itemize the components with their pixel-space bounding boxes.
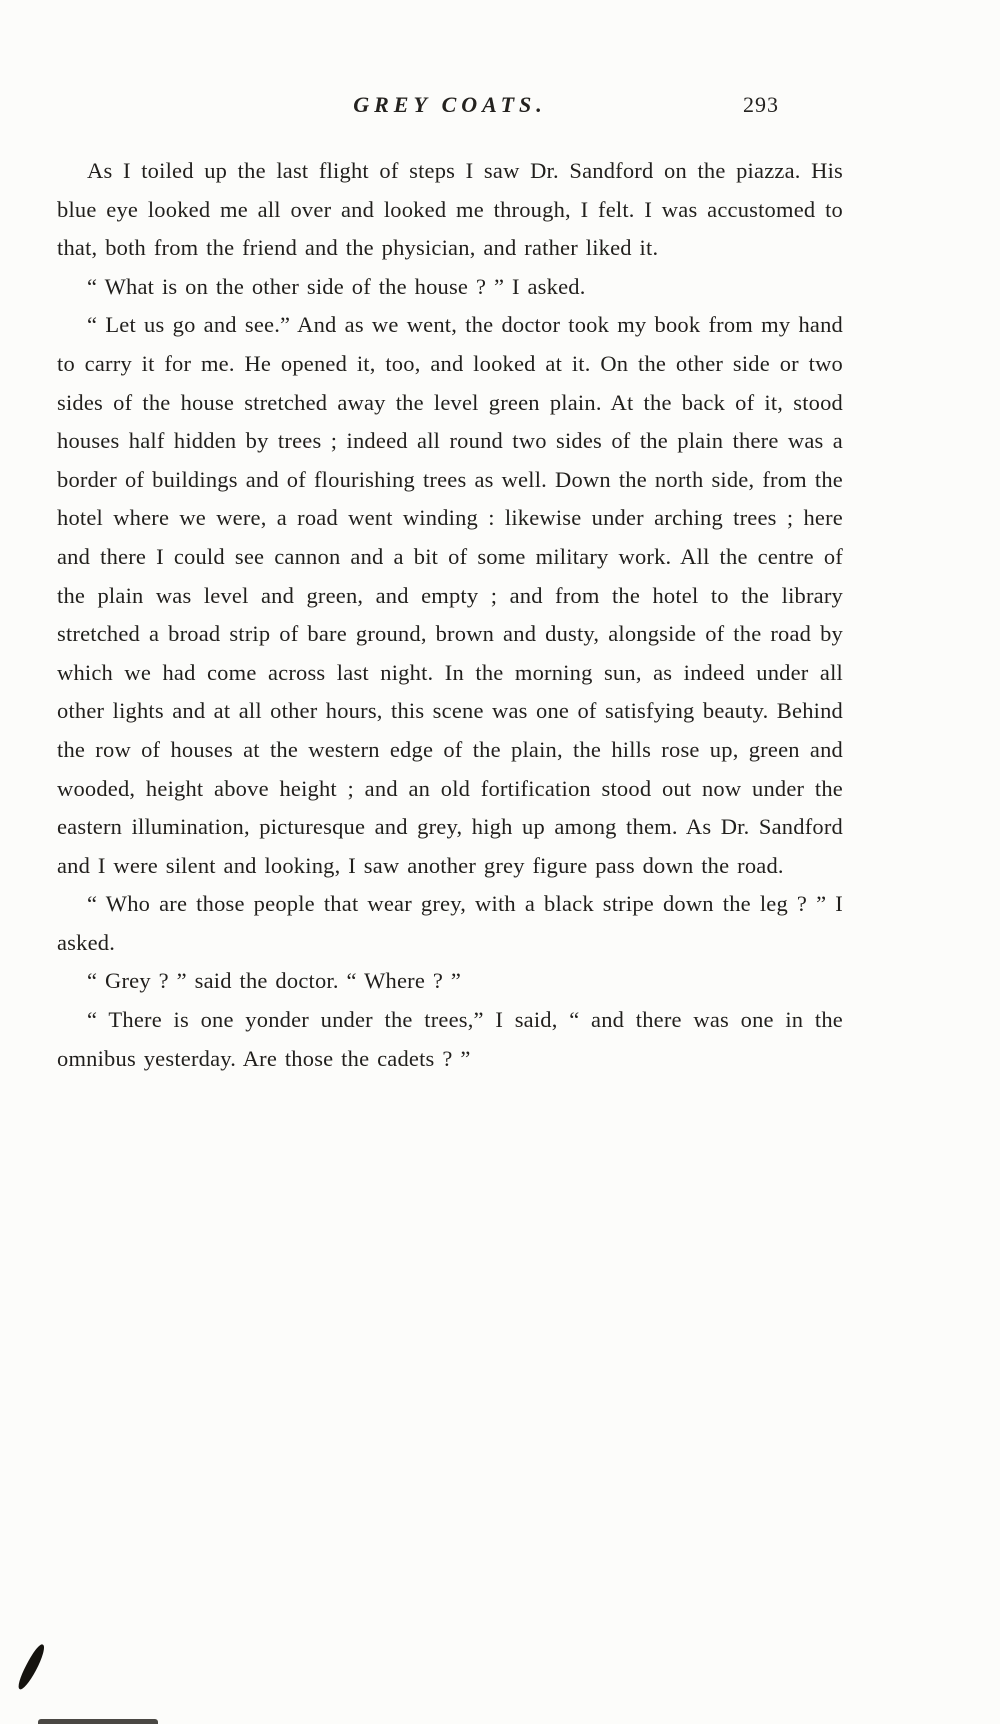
- paragraph: “ There is one yonder under the trees,” I said, “ and there was one in the omnibus yesterday. Are those the cadets ? ”: [57, 1007, 843, 1071]
- paragraph: “ Let us go and see.” And as we went, the doctor took my book from my hand to carry it for me. He opened it, too, and looked at it. On the other side or two sides of the house stretched away the level green plain. At the back of it, stood houses half hidden by trees ; indeed all round two sides of the plain there was a border of buildings and of flourishing trees as well. Down the north side, from the hotel where we were, a road went winding : likewise under arching trees ; here and there I could see cannon and a bit of some military work. All the centre of the plain was level and green, and empty ; and from the hotel to the library stretched a broad strip of bare ground, brown and dusty, alongside of the road by which we had come across last night. In the morning sun, as indeed under all other lights and at all other hours, this scene was one of satisfying beauty. Behind the row of houses at the western edge of the plain, the hills rose up, green and wooded, height above height ; and an old fortification stood out now under the eastern illumination, picturesque and grey, high up among them. As Dr. Sandford and I were silent and looking, I saw another grey figure pass down the road.: [57, 312, 843, 878]
- paragraph: “ Grey ? ” said the doctor. “ Where ? ”: [87, 968, 462, 994]
- page-body: [57, 152, 843, 1078]
- paragraph: “ Who are those people that wear grey, with a black stripe down the leg ? ” I asked.: [57, 891, 843, 955]
- scan-artifact: [15, 1642, 48, 1691]
- paragraph: As I toiled up the last flight of steps I saw Dr. Sandford on the piazza. His blue eye looked me all over and looked me through, I felt. I was accustomed to that, both from the friend and the physician, and rather liked it.: [57, 158, 843, 261]
- page-number: 293: [743, 92, 779, 117]
- scan-edge-artifact: [38, 1719, 158, 1724]
- page-header: [57, 92, 843, 126]
- running-title: GREY COATS.: [353, 92, 547, 117]
- paragraph: “ What is on the other side of the house ? ” I asked.: [87, 273, 586, 299]
